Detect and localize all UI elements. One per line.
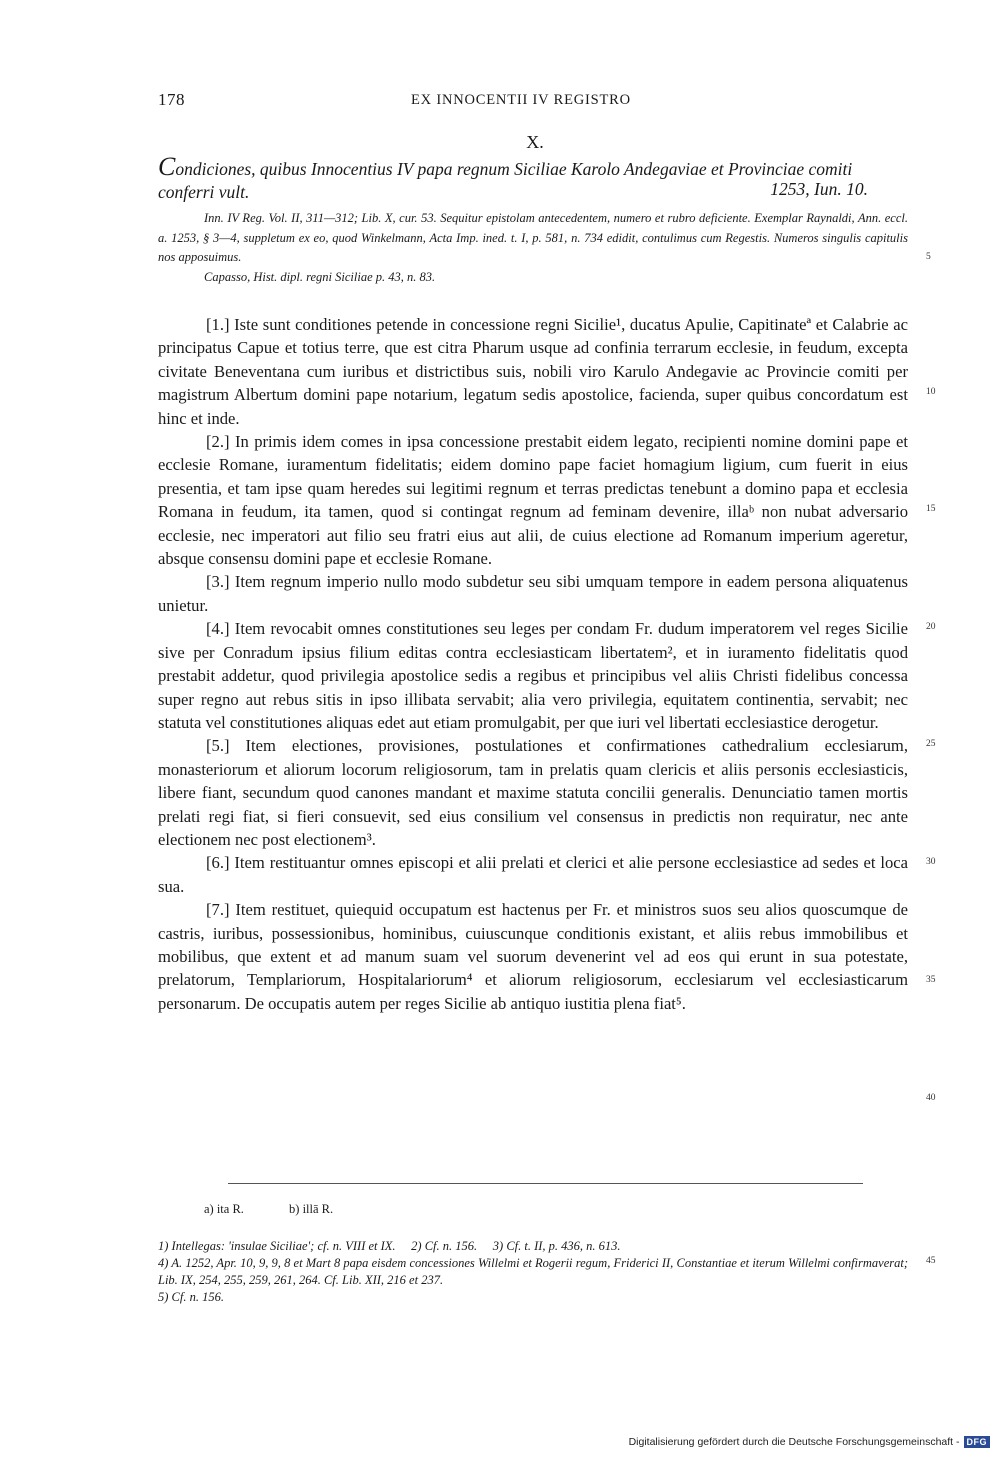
source-note bbox=[158, 209, 908, 287]
apparatus-note: a) ita R. bbox=[204, 1202, 244, 1216]
paragraph-7: [7.] Item restituet, quiequid occupatum est hactenus per Fr. et ministros suos seu alios quoscumque de castris, iuribus, possessionibus, hominibus, cuiuscunque conditionis existant, et aliis rebus immobilibus et mobilibus, que extent et ad manum suam vel suorum devenerint vel ad eos qui erunt in sua potestate, prelatorum, Templariorum, Hospitalariorum⁴ et aliorum religiosorum, ecclesiarum vel ecclesiasticarum personarum. De occupatis autem per reges Sicilie ab antiquo iustitia plena fiat⁵. bbox=[158, 900, 908, 1013]
line-number: 15 bbox=[926, 504, 936, 514]
running-head: EX INNOCENTII IV REGISTRO bbox=[411, 92, 631, 108]
digitization-credit bbox=[629, 1436, 990, 1448]
page-number: 178 bbox=[158, 90, 185, 109]
document-body bbox=[158, 313, 908, 1015]
footnote: 5) Cf. n. 156. bbox=[158, 1290, 224, 1304]
apparatus-notes bbox=[204, 1202, 375, 1217]
line-number: 20 bbox=[926, 622, 936, 632]
document-number: X. bbox=[526, 132, 544, 152]
apparatus-note: b) illā R. bbox=[289, 1202, 334, 1216]
document-title bbox=[158, 152, 908, 204]
line-number: 25 bbox=[926, 739, 936, 749]
footnote: 1) Intellegas: 'insulae Siciliae'; cf. n. VIII et IX. 2) Cf. n. 156. 3) Cf. t. II, p. 436, n. 613. bbox=[158, 1239, 621, 1253]
line-number: 5 bbox=[926, 252, 931, 262]
footnote: 4) A. 1252, Apr. 10, 9, 9, 8 et Mart 8 papa eisdem concessiones Willelmi et Rogerii regum, Friderici II, Constantiae et iterum Willelmi confirmaverat; Lib. IX, 254, 255, 259, 261, 264. Cf. Lib. XII, 216 et 237. bbox=[158, 1256, 908, 1287]
paragraph-3: [3.] Item regnum imperio nullo modo subdetur seu sibi umquam tempore in eadem persona aliquatenus unietur. bbox=[158, 572, 908, 615]
line-number: 35 bbox=[926, 975, 936, 985]
footnotes bbox=[158, 1238, 908, 1306]
line-number: 40 bbox=[926, 1093, 936, 1103]
source-line: Inn. IV Reg. Vol. II, 311—312; Lib. X, cur. 53. Sequitur epistolam antecedentem, numero et rubro deficiente. Exemplar Raynaldi, Ann. eccl. a. 1253, § 3—4, suppletum ex eo, quod Winkelmann, Acta Imp. ined. t. I, p. 581, n. 734 edidit, contulimus cum Regestis. Numeros singulis capitulis nos apposuimus. bbox=[158, 211, 908, 264]
paragraph-1: [1.] Iste sunt conditiones petende in concessione regni Sicilie¹, ducatus Apulie, Capitinateª et Calabrie ac principatus Capue et totius terre, que est citra Pharum usque ad confinia terrarum ecclesie, in feudum, excepta civitate Beneventana cum iuribus et districtibus suis, nobili viro Karulo Andegavie ac Provincie comiti per magistrum Albertum domini pape notarium, legatum sedis apostolice, facienda, super quibus concordatum est hinc et inde. bbox=[158, 315, 908, 428]
source-line: Capasso, Hist. dipl. regni Siciliae p. 43, n. 83. bbox=[204, 269, 436, 284]
paragraph-4: [4.] Item revocabit omnes constitutiones seu leges per condam Fr. dudum imperatorem vel reges Sicilie sive per Conradum ipsius filium editas contra ecclesiasticam libertatem², et in iuramento fidelitatis quod prestabit addetur, quod privilegia apostolice sedis a regibus et principibus vel aliis Christi fidelibus concessa super regno aut rebus sitis in ipso illibata servabit; alia vero privilegia, equitatem continentia, servabit; nec statuta vel constitutiones aliquas edet aut etiam promulgabit, per que iuri vel libertati ecclesiastice derogetur. bbox=[158, 619, 908, 732]
credit-text: Digitalisierung gefördert durch die Deutsche Forschungsgemeinschaft - bbox=[628, 1436, 960, 1448]
line-number: 30 bbox=[926, 857, 936, 867]
footnote-rule bbox=[228, 1183, 863, 1184]
dfg-logo: DFG bbox=[964, 1436, 991, 1448]
line-number: 45 bbox=[926, 1256, 936, 1266]
paragraph-2: [2.] In primis idem comes in ipsa concessione prestabit eidem legato, recipienti nomine domini pape et ecclesie Romane, iuramentum fidelitatis; eidem domino pape faciet homagium ligium, cum fuerit in eius presentia, et tam ipse quam heredes sui legitimi regnum et terras predictas tenebunt a domino papa et ecclesia Romana in feudum, ita tamen, quod si contingat regnum ad feminam devenire, illaᵇ non nubat adversario ecclesie, nec imperatori aut filio seu fratri eius aut alii, de cuius electione ad Romanum imperium ageretur, absque consensu domini pape et ecclesie Romane. bbox=[158, 432, 908, 569]
document-date: 1253, Iun. 10. bbox=[770, 179, 868, 199]
paragraph-6: [6.] Item restituantur omnes episcopi et alii prelati et clerici et alie persone ecclesiastice ad sedes et loca sua. bbox=[158, 853, 908, 896]
line-number: 10 bbox=[926, 387, 936, 397]
title-initial: C bbox=[158, 152, 176, 181]
title-text: ondiciones, quibus Innocentius IV papa regnum Siciliae Karolo Andegaviae et Provinciae comiti conferri vult. bbox=[158, 159, 853, 202]
paragraph-5: [5.] Item electiones, provisiones, postulationes et confirmationes cathedralium ecclesiarum, monasteriorum et aliorum locorum religiosorum, tam in prelatis quam clericis et aliis personis ecclesiasticis, libere fiant, secundum quod canones mandant et maxime statuta concilii generalis. Denunciatio tamen mortis prelati regi fiat, si fieri consuevit, sed eius consilium vel consensus in predictis non requiratur, nec ante electionem nec post electionem³. bbox=[158, 736, 908, 849]
